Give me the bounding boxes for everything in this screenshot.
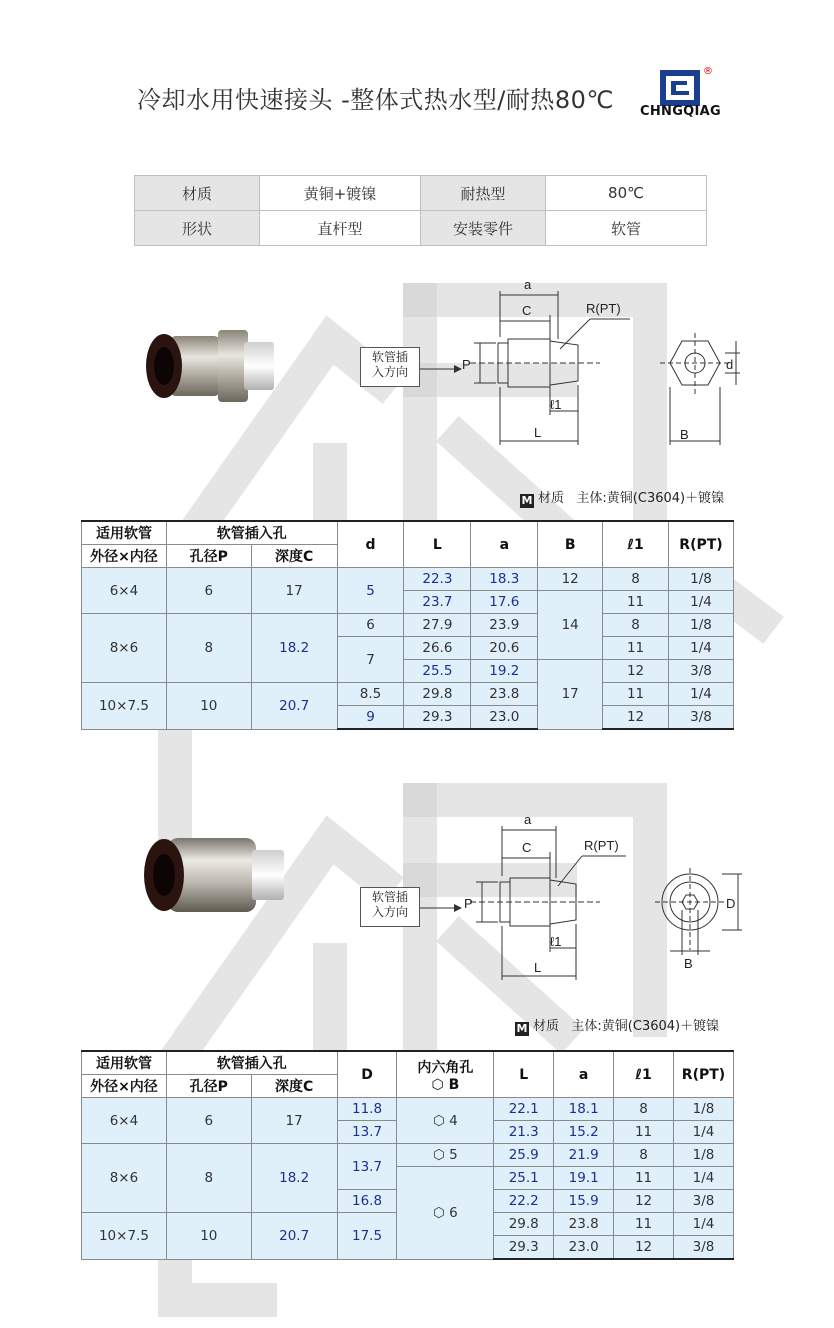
- cell-l: 29.3: [404, 706, 471, 730]
- col-header-hose: 适用软管: [82, 1051, 167, 1075]
- dim-label-d: d: [726, 357, 734, 372]
- spec-value: 软管: [546, 211, 707, 246]
- insert-label-line: 入方向: [371, 365, 408, 379]
- col-header-hose: 适用软管: [82, 521, 167, 545]
- table-row: [82, 568, 734, 591]
- cell-size: 6×4: [82, 568, 167, 614]
- col-header-a: a: [554, 1051, 614, 1098]
- cell-b: 14: [538, 591, 603, 660]
- cell-d: 9: [337, 706, 404, 730]
- col-header-l: L: [494, 1051, 554, 1098]
- cell-l: 29.3: [494, 1236, 554, 1260]
- cell-l: 21.3: [494, 1121, 554, 1144]
- cell-a: 23.9: [471, 614, 538, 637]
- page-title: 冷却水用快速接头 -整体式热水型/耐热80℃: [137, 86, 614, 114]
- cell-a: 15.2: [554, 1121, 614, 1144]
- col-header-hex: [397, 1051, 494, 1098]
- product-photo-hex: [140, 322, 280, 408]
- dim-label-p: P: [462, 357, 471, 372]
- table-row: [82, 683, 734, 706]
- cell-l: 22.1: [494, 1098, 554, 1121]
- cell-r: 1/4: [669, 637, 734, 660]
- cell-a: 21.9: [554, 1144, 614, 1167]
- cell-r: 3/8: [673, 1190, 733, 1213]
- col-header-hose-sub: 外径×内径: [82, 1075, 167, 1098]
- col-header-hole: 软管插入孔: [166, 521, 337, 545]
- cell-r: 1/8: [669, 614, 734, 637]
- material-text: 主体:黄铜(C3604)＋镀镍: [571, 1019, 720, 1034]
- cell-p: 6: [166, 568, 251, 614]
- cell-a: 23.0: [554, 1236, 614, 1260]
- cell-size: 6×4: [82, 1098, 167, 1144]
- cell-l1: 8: [614, 1098, 674, 1121]
- spec-row: [135, 211, 707, 246]
- cell-r: 1/4: [669, 591, 734, 614]
- dimension-table-2: [81, 1050, 734, 1260]
- cell-l: 22.3: [404, 568, 471, 591]
- spec-row: [135, 176, 707, 211]
- cell-b: 12: [538, 568, 603, 591]
- col-header-d: d: [337, 521, 404, 568]
- dim-label-l1: ℓ1: [550, 397, 562, 412]
- cell-a: 23.0: [471, 706, 538, 730]
- material-label: 材质: [533, 1019, 560, 1034]
- cell-l1: 11: [614, 1167, 674, 1190]
- col-header-l1: ℓ1: [603, 521, 669, 568]
- cell-a: 18.3: [471, 568, 538, 591]
- col-header-l1: ℓ1: [614, 1051, 674, 1098]
- spec-label: 耐热型: [421, 176, 546, 211]
- dim-label-b: B: [680, 427, 689, 442]
- dim-label-c: C: [522, 303, 532, 318]
- cell-l: 26.6: [404, 637, 471, 660]
- table-row: [82, 1098, 734, 1121]
- brand-name: CHNGQIAG: [640, 104, 721, 119]
- cell-r: 1/4: [673, 1167, 733, 1190]
- cell-size: 10×7.5: [82, 1213, 167, 1260]
- cell-r: 3/8: [669, 706, 734, 730]
- product-photo-round: [138, 832, 288, 918]
- cell-c: 20.7: [251, 1213, 337, 1260]
- dim-label-b: B: [684, 956, 693, 971]
- cell-c: 20.7: [251, 683, 337, 730]
- cell-D: 13.7: [337, 1121, 397, 1144]
- cell-a: 17.6: [471, 591, 538, 614]
- cell-r: 1/8: [669, 568, 734, 591]
- material-note-2: [515, 1015, 719, 1036]
- cell-size: 8×6: [82, 614, 167, 683]
- cell-r: 1/4: [673, 1121, 733, 1144]
- cell-size: 8×6: [82, 1144, 167, 1213]
- spec-label: 材质: [135, 176, 260, 211]
- dim-label-l: L: [534, 960, 542, 975]
- cell-a: 23.8: [471, 683, 538, 706]
- spec-value: 80℃: [546, 176, 707, 211]
- cell-b: 17: [538, 660, 603, 730]
- cell-p: 8: [166, 614, 251, 683]
- cell-D: 17.5: [337, 1213, 397, 1260]
- cell-l: 29.8: [404, 683, 471, 706]
- cell-a: 19.1: [554, 1167, 614, 1190]
- cell-l1: 11: [603, 591, 669, 614]
- material-label: 材质: [538, 491, 565, 506]
- cell-l: 25.9: [494, 1144, 554, 1167]
- cell-l: 25.1: [494, 1167, 554, 1190]
- dim-label-r: R(PT): [586, 301, 621, 316]
- cell-r: 3/8: [669, 660, 734, 683]
- cell-c: 17: [251, 568, 337, 614]
- col-header-b: B: [538, 521, 603, 568]
- cell-l1: 11: [614, 1121, 674, 1144]
- cell-D: 13.7: [337, 1144, 397, 1190]
- brand-logo: [660, 70, 700, 106]
- spec-label: 形状: [135, 211, 260, 246]
- material-icon: M: [521, 494, 533, 507]
- cell-r: 1/8: [673, 1144, 733, 1167]
- col-header-l: L: [404, 521, 471, 568]
- cell-hex: ⬡ 5: [397, 1144, 494, 1167]
- cell-l: 22.2: [494, 1190, 554, 1213]
- dimension-table-1: [81, 520, 734, 730]
- table-row: [82, 1144, 734, 1167]
- cell-l1: 8: [603, 568, 669, 591]
- material-text: 主体:黄铜(C3604)＋镀镍: [576, 491, 725, 506]
- cell-d: 6: [337, 614, 404, 637]
- cell-c: 18.2: [251, 614, 337, 683]
- table-row: [82, 614, 734, 637]
- cell-a: 20.6: [471, 637, 538, 660]
- cell-a: 15.9: [554, 1190, 614, 1213]
- cell-l1: 11: [614, 1213, 674, 1236]
- cell-a: 19.2: [471, 660, 538, 683]
- dim-label-D: D: [726, 896, 736, 911]
- cell-l: 29.8: [494, 1213, 554, 1236]
- cell-r: 3/8: [673, 1236, 733, 1260]
- cell-a: 18.1: [554, 1098, 614, 1121]
- insert-direction-label-1: [360, 347, 420, 387]
- cell-size: 10×7.5: [82, 683, 167, 730]
- cell-r: 1/8: [673, 1098, 733, 1121]
- dim-label-c: C: [522, 840, 532, 855]
- cell-d: 8.5: [337, 683, 404, 706]
- cell-c: 17: [251, 1098, 337, 1144]
- cell-l1: 12: [614, 1190, 674, 1213]
- col-header-p: 孔径P: [166, 545, 251, 568]
- col-header-hole: 软管插入孔: [166, 1051, 337, 1075]
- dim-label-a: a: [524, 812, 532, 827]
- cell-p: 10: [166, 683, 251, 730]
- col-header-D: D: [337, 1051, 397, 1098]
- dim-label-p: P: [464, 896, 473, 911]
- registered-mark: ®: [703, 66, 713, 77]
- cell-l1: 8: [603, 614, 669, 637]
- cell-c: 18.2: [251, 1144, 337, 1213]
- cell-d: 7: [337, 637, 404, 683]
- dim-label-l1: ℓ1: [550, 934, 562, 949]
- insert-label-line: 软管插: [371, 350, 408, 364]
- dim-label-a: a: [524, 277, 532, 292]
- cell-l: 27.9: [404, 614, 471, 637]
- cell-p: 10: [166, 1213, 251, 1260]
- cell-l: 25.5: [404, 660, 471, 683]
- hex-header-sub: ⬡ B: [431, 1076, 460, 1093]
- spec-value: 黄铜+镀镍: [260, 176, 421, 211]
- insert-label-line: 入方向: [371, 905, 408, 919]
- cell-hex: ⬡ 4: [397, 1098, 494, 1144]
- cell-l: 23.7: [404, 591, 471, 614]
- col-header-hose-sub: 外径×内径: [82, 545, 167, 568]
- cell-D: 16.8: [337, 1190, 397, 1213]
- col-header-c: 深度C: [251, 545, 337, 568]
- cell-D: 11.8: [337, 1098, 397, 1121]
- dim-label-r: R(PT): [584, 838, 619, 853]
- cell-a: 23.8: [554, 1213, 614, 1236]
- cell-l1: 11: [603, 637, 669, 660]
- hex-header-line: 内六角孔: [417, 1059, 474, 1076]
- cell-l1: 12: [603, 660, 669, 683]
- cell-r: 1/4: [669, 683, 734, 706]
- dim-label-l: L: [534, 425, 542, 440]
- col-header-p: 孔径P: [166, 1075, 251, 1098]
- cell-d: 5: [337, 568, 404, 614]
- col-header-r: R(PT): [669, 521, 734, 568]
- material-note-1: [520, 487, 724, 508]
- col-header-r: R(PT): [673, 1051, 733, 1098]
- cell-p: 8: [166, 1144, 251, 1213]
- cell-l1: 12: [614, 1236, 674, 1260]
- material-icon: M: [516, 1022, 528, 1035]
- cell-l1: 12: [603, 706, 669, 730]
- cell-l1: 11: [603, 683, 669, 706]
- cell-hex: ⬡ 6: [397, 1167, 494, 1260]
- insert-direction-label-2: [360, 887, 420, 927]
- col-header-c: 深度C: [251, 1075, 337, 1098]
- insert-label-line: 软管插: [371, 890, 408, 904]
- cell-r: 1/4: [673, 1213, 733, 1236]
- spec-table: [134, 175, 707, 246]
- spec-label: 安装零件: [421, 211, 546, 246]
- cell-p: 6: [166, 1098, 251, 1144]
- cell-l1: 8: [614, 1144, 674, 1167]
- col-header-a: a: [471, 521, 538, 568]
- spec-value: 直杆型: [260, 211, 421, 246]
